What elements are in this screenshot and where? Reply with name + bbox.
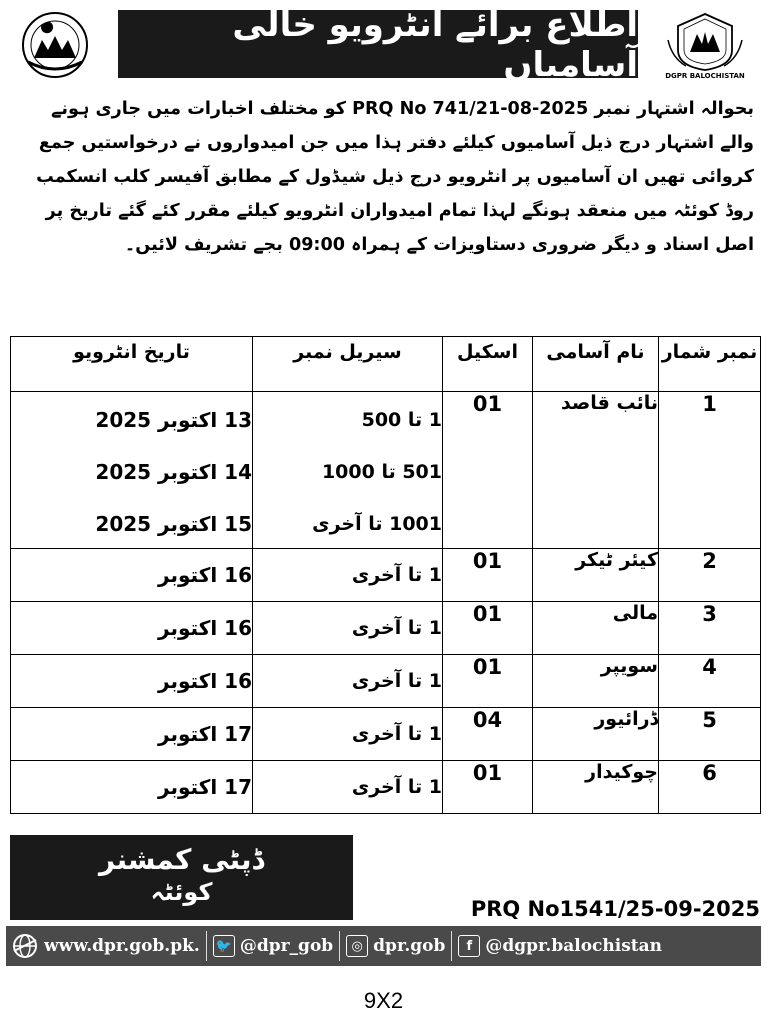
twitter-icon: 🐦: [213, 935, 235, 957]
row-interview-date: [11, 392, 253, 549]
instagram-icon: ◎: [346, 935, 368, 957]
range-slot: 1 تا 500: [361, 409, 442, 431]
table-row: [11, 392, 761, 549]
row-serial-range: [253, 655, 443, 708]
header-scale: اسکیل: [443, 337, 533, 392]
table-header-row: [11, 337, 761, 392]
row-serial: 6: [659, 761, 761, 814]
date-slot: 13 اکتوبر 2025: [95, 408, 252, 432]
facebook-handle: @dgpr.balochistan: [485, 936, 663, 956]
divider: [451, 931, 452, 961]
table-row: [11, 549, 761, 602]
range-slot: 1001 تا آخری: [312, 513, 442, 535]
table-row: [11, 761, 761, 814]
government-seal-logo: [12, 10, 98, 80]
row-serial: 5: [659, 708, 761, 761]
page-title: اطلاع برائے انٹرویو خالی آسامیاں: [118, 10, 638, 78]
instagram-link[interactable]: [346, 935, 445, 957]
interview-time: 09:00: [288, 235, 345, 255]
header-interview-date: تاریخ انٹرویو: [11, 337, 253, 392]
twitter-link[interactable]: [213, 935, 333, 957]
row-scale: 01: [443, 602, 533, 655]
date-slot: 16 اکتوبر: [158, 616, 252, 640]
range-slot: 1 تا آخری: [351, 723, 442, 745]
signatory-title: ڈپٹی کمشنر: [99, 843, 264, 876]
row-serial-range: [253, 761, 443, 814]
row-post: سویپر: [533, 655, 659, 708]
divider: [206, 931, 207, 961]
date-slot: 17 اکتوبر: [158, 722, 252, 746]
signatory-city: کوئٹہ: [150, 878, 213, 906]
website-text: www.dpr.gob.pk.: [44, 936, 200, 956]
row-scale: 01: [443, 549, 533, 602]
row-serial-range: [253, 602, 443, 655]
prq-reference: PRQ No 741/21-08-2025: [352, 99, 589, 119]
row-serial: 3: [659, 602, 761, 655]
facebook-link[interactable]: [458, 935, 662, 957]
announcement-body: [14, 92, 754, 262]
range-slot: 1 تا آخری: [351, 776, 442, 798]
instagram-handle: dpr.gob: [373, 936, 446, 956]
date-slot: 16 اکتوبر: [158, 669, 252, 693]
date-slot: 15 اکتوبر 2025: [95, 512, 252, 536]
row-post: چوکیدار: [533, 761, 659, 814]
row-interview-date: [11, 708, 253, 761]
interview-schedule-table: [10, 336, 761, 814]
header-post: نام آسامی: [533, 337, 659, 392]
date-slot: 16 اکتوبر: [158, 563, 252, 587]
intro-text-1: بحوالہ اشتہار نمبر: [594, 99, 754, 119]
divider: [339, 931, 340, 961]
row-post: نائب قاصد: [533, 392, 659, 549]
row-post: ڈرائیور: [533, 708, 659, 761]
header-serial: نمبر شمار: [659, 337, 761, 392]
row-interview-date: [11, 761, 253, 814]
table-row: [11, 655, 761, 708]
footer-social-bar: [6, 926, 761, 966]
logo-caption: DGPR BALOCHISTAN: [665, 72, 745, 80]
row-post: مالی: [533, 602, 659, 655]
globe-icon: [10, 931, 40, 961]
range-slot: 1 تا آخری: [351, 564, 442, 586]
twitter-handle: @dpr_gob: [239, 936, 334, 956]
row-serial: 4: [659, 655, 761, 708]
table-row: [11, 602, 761, 655]
row-scale: 04: [443, 708, 533, 761]
intro-text-2: کو مختلف اخبارات میں جاری ہونے والے اشتہار درج ذیل آسامیوں کیلئے دفتر ہذا میں جن امیدواروں نے درخواستیں جمع کروائی تھیں ان آسامیوں پر انٹرویو درج ذیل شیڈول کے مطابق آفیسر کلب انسکمب روڈ کوئٹہ میں منعقد ہونگے لہذا تمام امیدواران انٹرویو کیلئے مقرر کئے گئے تاریخ پر اصل اسناد و دیگر ضروری دستاویزات کے ہمراہ: [36, 99, 754, 255]
row-serial-range: [253, 549, 443, 602]
row-serial: 1: [659, 392, 761, 549]
row-serial: 2: [659, 549, 761, 602]
date-slot: 17 اکتوبر: [158, 775, 252, 799]
row-interview-date: [11, 549, 253, 602]
prq-number: PRQ No1541/25-09-2025: [470, 897, 760, 921]
row-serial-range: [253, 392, 443, 549]
row-interview-date: [11, 655, 253, 708]
range-slot: 1 تا آخری: [351, 617, 442, 639]
row-scale: 01: [443, 655, 533, 708]
ad-size-label: 9X2: [363, 988, 404, 1013]
row-post: کیئر ٹیکر: [533, 549, 659, 602]
intro-text-3: بجے تشریف لائیں۔: [124, 235, 283, 255]
website-link[interactable]: [10, 931, 200, 961]
row-scale: 01: [443, 392, 533, 549]
header-serial-range: سیریل نمبر: [253, 337, 443, 392]
dgpr-balochistan-logo: [662, 10, 748, 80]
date-slot: 14 اکتوبر 2025: [95, 460, 252, 484]
range-slot: 501 تا 1000: [321, 461, 442, 483]
table-row: [11, 708, 761, 761]
row-interview-date: [11, 602, 253, 655]
signature-block: [10, 835, 353, 920]
range-slot: 1 تا آخری: [351, 670, 442, 692]
facebook-icon: f: [458, 935, 480, 957]
row-scale: 01: [443, 761, 533, 814]
row-serial-range: [253, 708, 443, 761]
